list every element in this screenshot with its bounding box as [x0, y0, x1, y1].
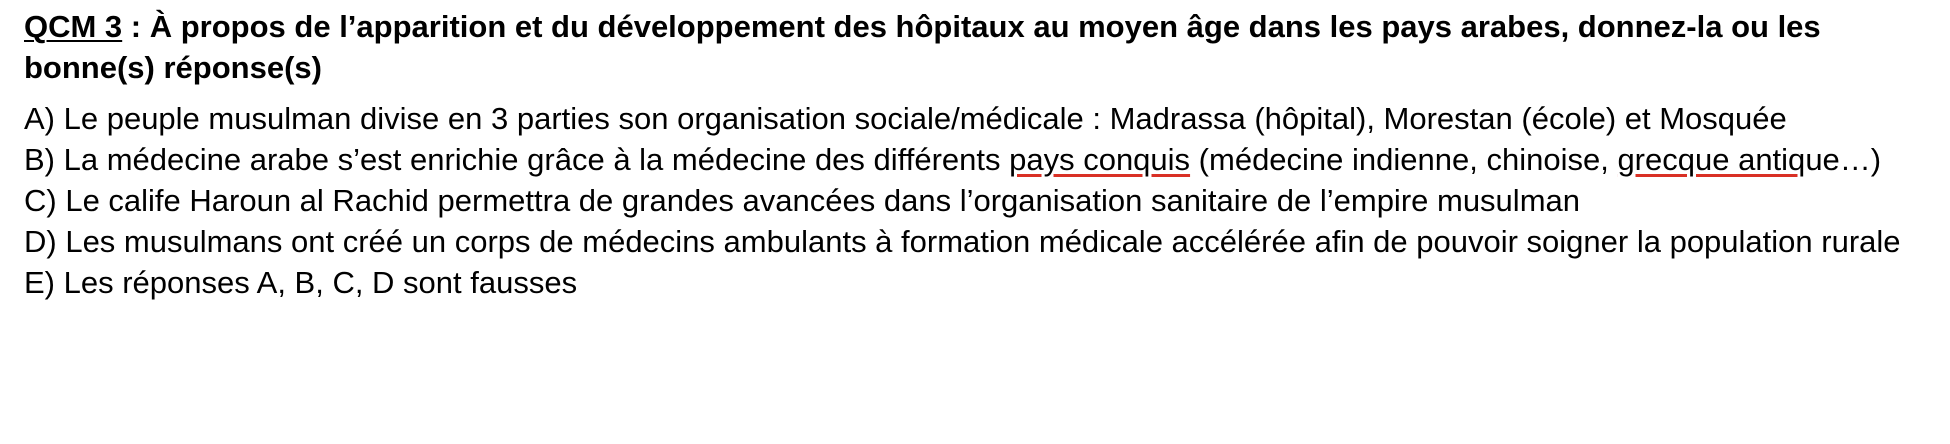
answer-b-text-middle: (médecine indienne, chinoise, [1190, 142, 1618, 177]
answer-a: A) Le peuple musulman divise en 3 parties son organisation sociale/médicale : Madrassa (hôpital), Morestan (école) et Mosquée [24, 101, 1787, 136]
answer-b-text-end: ue…) [1805, 142, 1882, 177]
answer-list [24, 98, 1926, 303]
qcm-document [24, 6, 1926, 303]
question-label: QCM 3 [24, 9, 123, 44]
answer-d: D) Les musulmans ont créé un corps de médecins ambulants à formation médicale accélérée afin de pouvoir soigner la population rurale [24, 224, 1901, 259]
answer-e: E) Les réponses A, B, C, D sont fausses [24, 265, 578, 300]
question-title [24, 6, 1926, 88]
answer-b-text-start: B) La médecine arabe s’est enrichie grâce à la médecine des différents [24, 142, 1010, 177]
answer-c: C) Le calife Haroun al Rachid permettra de grandes avancées dans l’organisation sanitaire de l’empire musulman [24, 183, 1580, 218]
spellcheck-underline-grecque-antique: grecque antiq [1617, 142, 1806, 177]
spellcheck-underline-pays-conquis: pays conquis [1009, 142, 1191, 177]
answer-b [24, 139, 1926, 180]
question-text: : À propos de l’apparition et du développement des hôpitaux au moyen âge dans les pays arabes, donnez-la ou les bonne(s) réponse(s) [24, 9, 1821, 85]
